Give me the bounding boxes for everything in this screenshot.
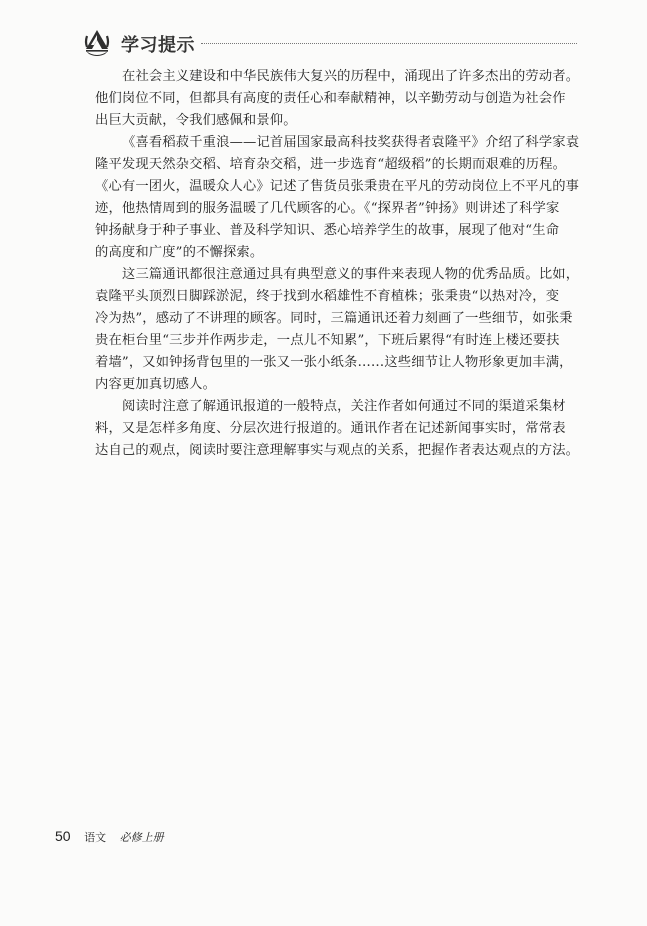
text-line: 《心有一团火，温暖众人心》记述了售货员张秉贵在平凡的劳动岗位上不平凡的事	[95, 179, 580, 194]
text-line: 的高度和广度”的不懈探索。	[95, 245, 264, 260]
text-line: 着墙”，又如钟扬背包里的一张又一张小纸条……这些细节让人物形象更加丰满，	[95, 355, 573, 370]
text-line: 贵在柜台里“三步并作两步走，一点儿不知累”，下班后累得“有时连上楼还要扶	[95, 333, 560, 348]
paragraph	[95, 264, 580, 396]
text-line: 料，又是怎样多角度、分层次进行报道的。通讯作者在记述新闻事实时，常常表	[95, 421, 566, 436]
text-line: 这三篇通讯都很注意通过具有典型意义的事件来表现人物的优秀品质。比如，	[122, 267, 580, 282]
text-line: 出巨大贡献，令我们感佩和景仰。	[95, 113, 297, 128]
paragraph	[95, 132, 580, 264]
text-line: 达自己的观点，阅读时要注意理解事实与观点的关系，把握作者表达观点的方法。	[95, 443, 580, 458]
text-line: 袁隆平头顶烈日脚踩淤泥，终于找到水稻雄性不育植株；张秉贵“以热对冷，变	[95, 289, 560, 304]
text-line: 迹，他热情周到的服务温暖了几代顾客的心。《“探界者”钟扬》则讲述了科学家	[95, 201, 560, 216]
section-title: 学习提示	[121, 35, 195, 56]
text-line: 在社会主义建设和中华民族伟大复兴的历程中，涌现出了许多杰出的劳动者。	[122, 69, 580, 84]
page-footer	[55, 828, 164, 845]
volume-label: 必修上册	[119, 831, 164, 844]
learning-tips-icon	[83, 28, 111, 58]
subject-label: 语文	[84, 831, 107, 844]
paragraph	[95, 66, 580, 132]
paragraph	[95, 396, 580, 462]
page-number: 50	[55, 828, 71, 844]
section-header	[83, 28, 583, 58]
body-text	[95, 66, 580, 462]
text-line: 《喜看稻菽千重浪——记首届国家最高科技奖获得者袁隆平》介绍了科学家袁	[122, 135, 580, 150]
text-line: 隆平发现天然杂交稻、培育杂交稻，进一步选育“超级稻”的长期而艰难的历程。	[95, 157, 567, 172]
text-line: 钟扬献身于种子事业、普及科学知识、悉心培养学生的故事，展现了他对“生命	[95, 223, 560, 238]
text-line: 内容更加真切感人。	[95, 377, 217, 392]
text-line: 阅读时注意了解通讯报道的一般特点，关注作者如何通过不同的渠道采集材	[122, 399, 566, 414]
dotted-divider	[201, 43, 577, 44]
text-line: 他们岗位不同，但都具有高度的责任心和奉献精神，以辛勤劳动与创造为社会作	[95, 91, 566, 106]
text-line: 冷为热”，感动了不讲理的顾客。同时，三篇通讯还着力刻画了一些细节，如张秉	[95, 311, 573, 326]
